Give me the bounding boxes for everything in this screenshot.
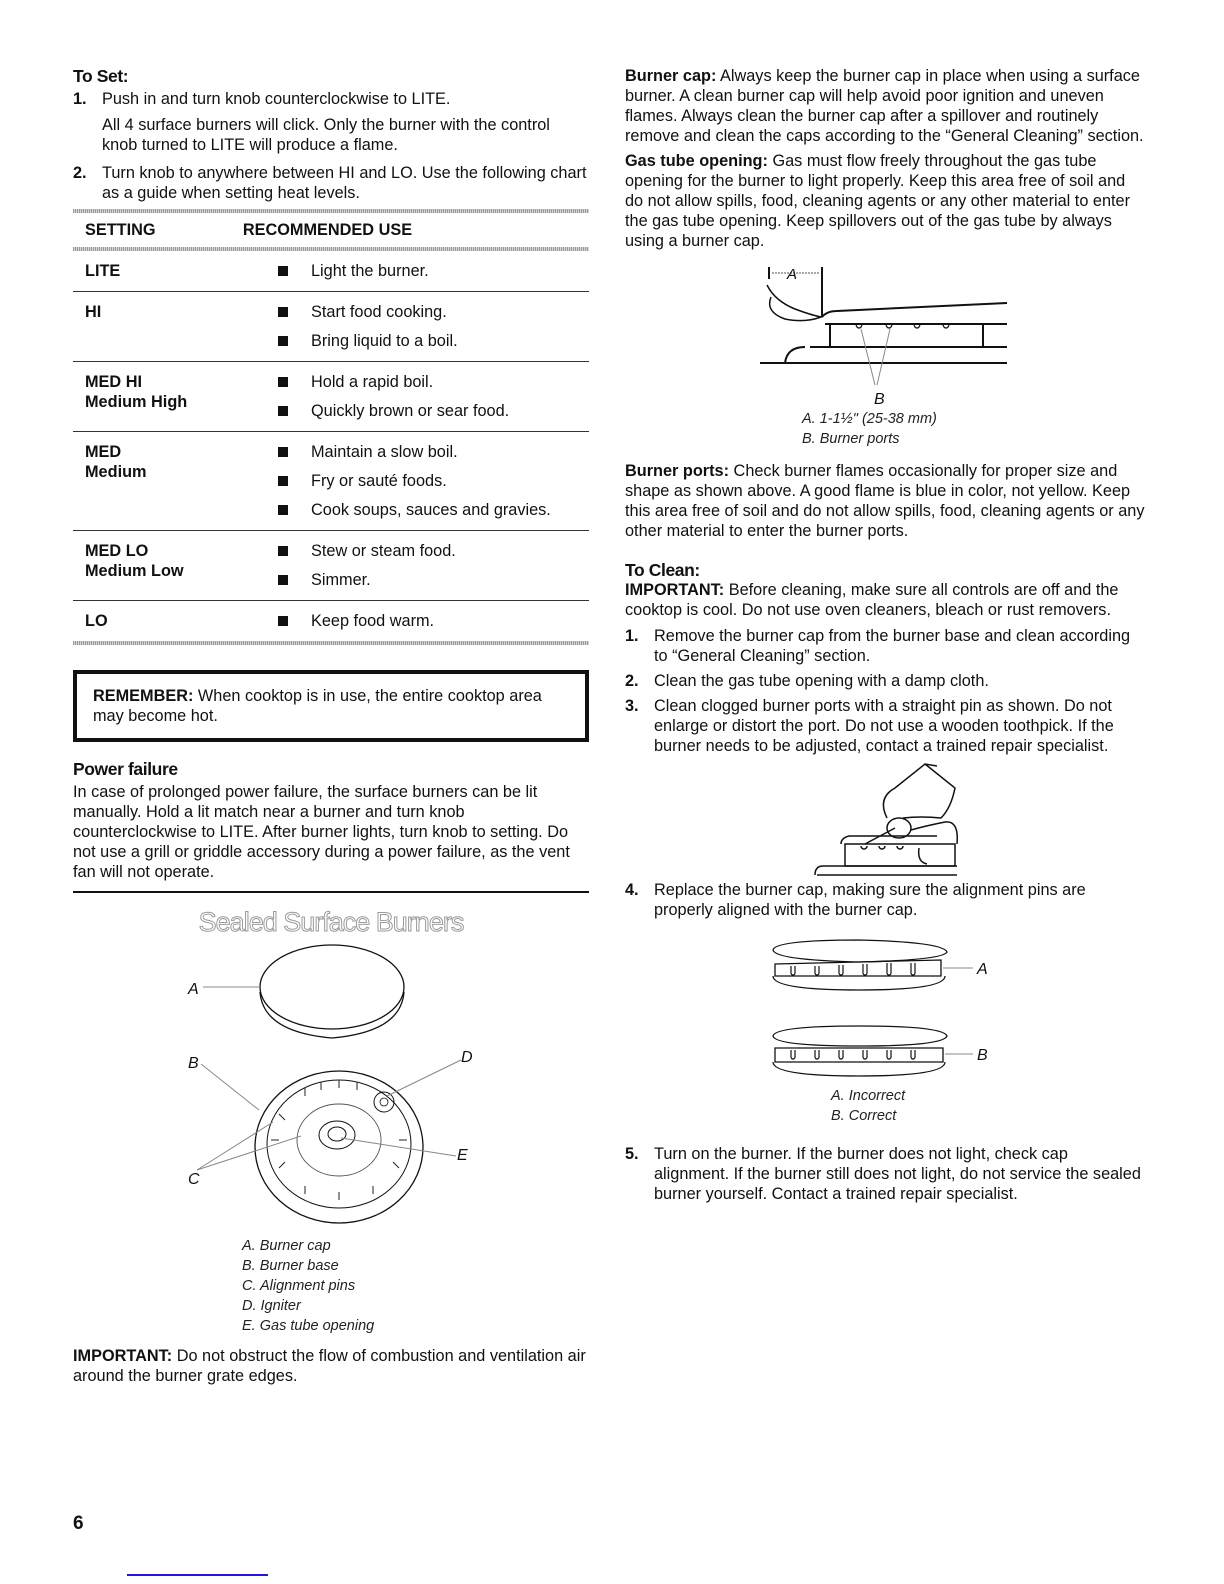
sealed-surface-burners-title: Sealed Surface Burners [198,907,464,937]
use-item: Cook soups, sauces and gravies. [271,500,589,520]
settings-table [73,213,589,247]
use-item: Fry or sauté foods. [271,471,589,491]
svg-text:A: A [977,961,988,978]
section-divider [73,891,589,893]
table-header-row [73,213,589,247]
svg-text:B: B [977,1047,988,1064]
square-bullet-icon [278,377,288,387]
to-set-step-1: 1. Push in and turn knob counterclockwise to LITE. All 4 surface burners will click. Only the burner with the control knob turned to LITE will produce a flame. [73,89,589,155]
flame-figure-legend: A. 1-1½" (25-38 mm) B. Burner ports [802,411,937,447]
use-item: Maintain a slow boil. [271,442,589,462]
table-bottom-rule [73,641,589,645]
svg-text:B: B [188,1055,199,1072]
remember-callout: REMEMBER: When cooktop is in use, the entire cooktop area may become hot. [73,670,589,742]
to-clean-important: IMPORTANT: Before cleaning, make sure all controls are off and the cooktop is cool. Do not use oven cleaners, bleach or rust removers. [625,581,1119,619]
use-item: Simmer. [271,570,589,590]
square-bullet-icon [278,476,288,486]
use-item: Bring liquid to a boil. [271,331,589,351]
use-item: Light the burner. [271,261,589,281]
gas-tube-paragraph: Gas tube opening: Gas must flow freely throughout the gas tube opening for the burner to light properly. Keep this area free of soil and do not allow spills, food, cleaning agents or any other material to enter the gas tube opening. Keep spillovers out of the gas tube by always using a burner cap. [625,152,1131,250]
use-item: Stew or steam food. [271,541,589,561]
sealed-burner-diagram [73,944,589,1234]
use-item: Keep food warm. [271,611,589,631]
svg-text:C: C [188,1171,200,1188]
use-item: Hold a rapid boil. [271,372,589,392]
use-item: Start food cooking. [271,302,589,322]
use-item: Quickly brown or sear food. [271,401,589,421]
clean-step-3: 3. Clean clogged burner ports with a straight pin as shown. Do not enlarge or distort the port. Do not use a wooden toothpick. If the burner needs to be adjusted, contact a trained repair specialist. [625,697,1114,755]
table-row: MED Medium Maintain a slow boil. Fry or sauté foods. Cook soups, sauces and gravies. [73,432,589,531]
to-clean-heading: To Clean: [625,560,700,580]
left-column [73,66,589,1386]
burner-ports-paragraph: Burner ports: Check burner flames occasionally for proper size and shape as shown above. A good flame is blue in color, not yellow. Keep this area free of soil and do not allow spills, food, cleaning agents or any other material to enter the burner ports. [625,462,1145,540]
table-row: MED LO Medium Low Stew or steam food. Simmer. [73,531,589,601]
cap-alignment-diagram [625,930,1145,1080]
to-set-step-2: 2. Turn knob to anywhere between HI and LO. Use the following chart as a guide when setting heat levels. [73,164,587,202]
right-column [625,66,1145,1204]
footer-link-underline [127,1574,268,1576]
clean-step-2: 2. Clean the gas tube opening with a damp cloth. [625,672,989,690]
header-recommended-use: RECOMMENDED USE [242,220,413,239]
important-note: IMPORTANT: Do not obstruct the flow of combustion and ventilation air around the burner grate edges. [73,1347,586,1385]
square-bullet-icon [278,266,288,276]
pin-cleaning-diagram [625,758,1145,878]
square-bullet-icon [278,505,288,515]
clean-step-1: 1. Remove the burner cap from the burner base and clean according to “General Cleaning” section. [625,627,1131,665]
to-set-heading: To Set: [73,66,129,86]
burner-cap-paragraph: Burner cap: Always keep the burner cap in place when using a surface burner. A clean burner cap will help avoid poor ignition and uneven flames. Always clean the burner cap after a spillover and routinely remove and clean the caps according to the “General Cleaning” section. [625,67,1144,145]
settings-table-body [73,251,589,641]
settings-table-container [73,209,589,645]
table-row: LITE Light the burner. [73,251,589,292]
to-set-step-1-note: All 4 surface burners will click. Only the burner with the control knob turned to LITE will produce a flame. [102,116,550,154]
square-bullet-icon [278,447,288,457]
sealed-burner-legend: A. Burner cap B. Burner base C. Alignment pins D. Igniter E. Gas tube opening [242,1238,375,1334]
square-bullet-icon [278,575,288,585]
svg-text:A: A [188,981,199,998]
page-number: 6 [73,1513,84,1534]
svg-text:D: D [461,1049,473,1066]
square-bullet-icon [278,616,288,626]
power-failure-text: In case of prolonged power failure, the surface burners can be lit manually. Hold a lit match near a burner and turn knob counterclockwise to LITE. After burner lights, turn knob to setting. Do not use a grill or griddle accessory during a power failure, as the vent fan will not operate. [73,783,570,881]
table-row: HI Start food cooking. Bring liquid to a boil. [73,292,589,362]
flame-height-diagram [625,257,1145,407]
square-bullet-icon [278,546,288,556]
square-bullet-icon [278,336,288,346]
clean-step-5: 5. Turn on the burner. If the burner does not light, check cap alignment. If the burner still does not light, do not service the sealed burner yourself. Contact a trained repair specialist. [625,1145,1141,1203]
svg-text:B: B [874,391,885,407]
table-row: MED HI Medium High Hold a rapid boil. Quickly brown or sear food. [73,362,589,432]
clean-step-4: 4. Replace the burner cap, making sure the alignment pins are properly aligned with the burner cap. [625,881,1086,919]
header-setting: SETTING [85,220,156,239]
table-row: LO Keep food warm. [73,601,589,642]
alignment-figure-legend: A. Incorrect B. Correct [831,1088,906,1124]
square-bullet-icon [278,406,288,416]
square-bullet-icon [278,307,288,317]
svg-text:A: A [787,266,798,283]
svg-text:E: E [457,1147,468,1164]
power-failure-heading: Power failure [73,759,178,779]
